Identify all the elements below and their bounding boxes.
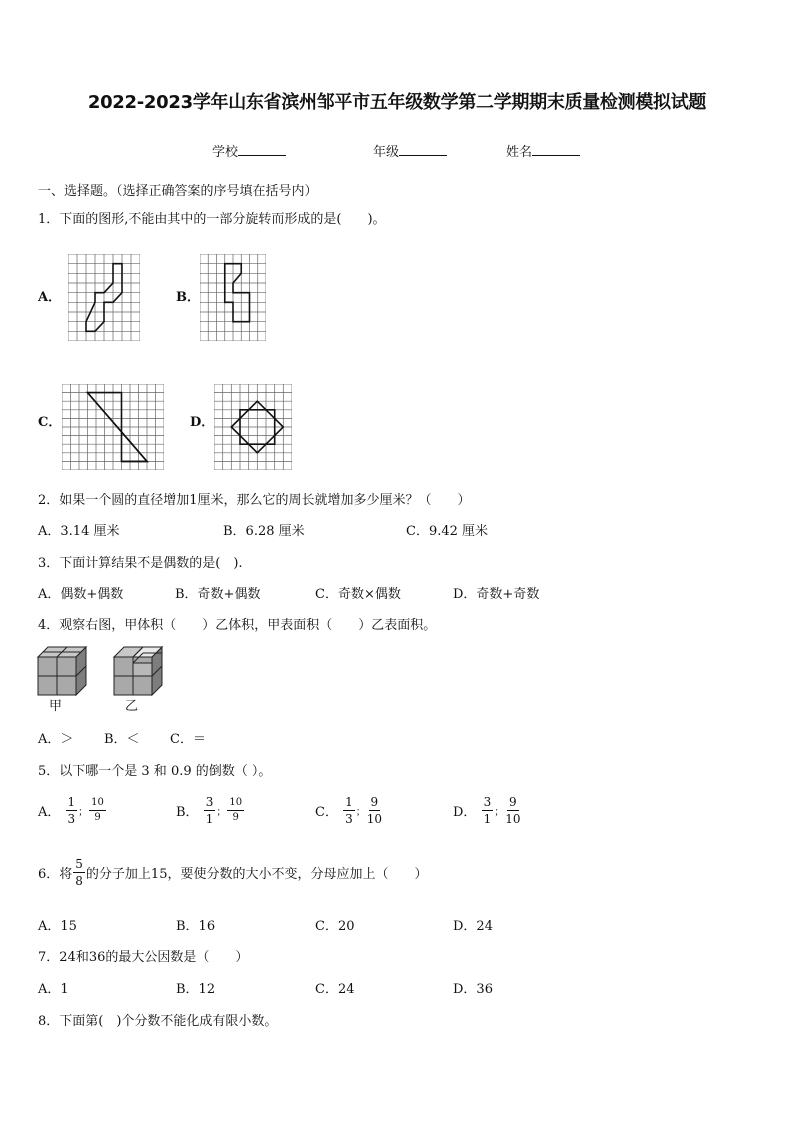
q1-label-c: C． [38,415,62,430]
name-field [506,141,580,160]
name-blank[interactable] [532,143,580,156]
q5-d-frac2-den: 10 [505,812,521,826]
q6-stem-post: 的分子加上15，要使分数的大小不变，分母应加上（ ） [85,867,428,882]
q1-label-b: B． [176,290,200,305]
q5-a-frac1-den: 3 [67,812,76,826]
q7-option-a[interactable]: A．1 [38,982,69,997]
q4-label-jia: 甲 [49,699,63,714]
q7-option-b[interactable]: B．12 [176,982,216,997]
q5-b-frac1-den: 1 [205,812,214,826]
school-blank[interactable] [238,143,286,156]
q4-option-c[interactable]: C．＝ [170,732,206,747]
q1-stem: 1．下面的图形,不能由其中的一部分旋转而形成的是( )。 [38,212,386,227]
q1-label-d: D． [190,415,215,430]
q6-frac-num: 5 [75,857,83,871]
q7-stem: 7．24和36的最大公因数是（ ） [38,950,249,965]
q4-label-yi: 乙 [125,699,139,714]
q7-option-c[interactable]: C．24 [315,982,355,997]
q1-figure-a [68,254,140,341]
q5-option-a[interactable] [38,796,107,825]
q3-option-d[interactable]: D．奇数+奇数 [453,587,540,602]
q5-option-c[interactable] [315,796,383,825]
q5-d-frac1-den: 1 [483,812,492,826]
q5-a-frac2-den: 9 [94,812,101,823]
q5-letter-b: B． [176,805,199,820]
q5-d-frac2-num: 9 [509,795,517,809]
q4-option-a[interactable]: A．＞ [38,732,74,747]
q6-option-b[interactable]: B．16 [176,919,216,934]
q1-figure-c [62,384,164,470]
q6-stem [38,858,427,887]
q5-c-frac1-num: 1 [345,795,353,809]
grade-label: 年级 [373,145,400,160]
q5-letter-c: C． [315,805,338,820]
q5-c-frac2-den: 10 [366,812,383,826]
q4-figure-yi [112,643,164,697]
q1-label-a: A． [38,290,62,305]
q3-option-b[interactable]: B．奇数+偶数 [175,587,261,602]
q2-option-a[interactable]: A．3.14 厘米 [38,524,120,539]
q5-c-frac2-num: 9 [370,795,379,809]
q6-option-d[interactable]: D．24 [453,919,493,934]
q1-figure-b [200,254,266,341]
grade-blank[interactable] [399,143,447,156]
grade-field [373,141,447,160]
q3-option-a[interactable]: A．偶数+偶数 [38,587,124,602]
school-field [212,141,286,160]
q5-b-frac1-num: 3 [205,795,214,809]
name-label: 姓名 [506,145,533,160]
q6-option-a[interactable]: A．15 [38,919,77,934]
q3-option-c[interactable]: C．奇数×偶数 [315,587,401,602]
q4-option-b[interactable]: B．＜ [104,732,140,747]
q6-option-c[interactable]: C．20 [315,919,355,934]
page-title: 2022-2023学年山东省滨州邹平市五年级数学第二学期期末质量检测模拟试题 [87,92,707,113]
q8-stem: 8．下面第( )个分数不能化成有限小数。 [38,1014,278,1029]
q5-b-frac2-num: 10 [227,798,244,811]
q2-stem: 2．如果一个圆的直径增加1厘米，那么它的周长就增加多少厘米？（ ） [38,493,471,508]
section-heading: 一、选择题。（选择正确答案的序号填在括号内） [38,184,318,199]
q5-letter-a: A． [38,805,61,820]
q5-option-b[interactable] [176,796,245,825]
q5-a-frac1-num: 1 [67,795,76,809]
q5-b-frac2-den: 9 [232,812,239,823]
q5-stem: 5．以下哪一个是 3 和 0.9 的倒数（ ）。 [38,764,272,779]
q4-stem: 4．观察右图，甲体积（ ）乙体积，甲表面积（ ）乙表面积。 [38,618,437,633]
q2-option-c[interactable]: C．9.42 厘米 [406,524,489,539]
q5-a-frac2-num: 10 [89,798,106,811]
q4-figure-jia [36,643,88,697]
q2-option-b[interactable]: B．6.28 厘米 [223,524,305,539]
q5-b-sep: ； [216,807,227,818]
q5-a-sep: ； [78,807,89,818]
q6-frac-den: 8 [75,874,83,888]
q5-c-frac1-den: 3 [345,812,353,826]
q7-option-d[interactable]: D．36 [453,982,493,997]
q5-d-sep: ； [494,807,505,818]
q5-option-d[interactable] [453,796,522,825]
q5-d-frac1-num: 3 [483,795,492,809]
q3-stem: 3．下面计算结果不是偶数的是( ). [38,556,243,571]
q5-letter-d: D． [453,805,477,820]
school-label: 学校 [212,145,239,160]
q6-stem-pre: 6．将 [38,867,73,882]
q1-figure-d [214,384,292,470]
q5-c-sep: ； [355,807,366,818]
